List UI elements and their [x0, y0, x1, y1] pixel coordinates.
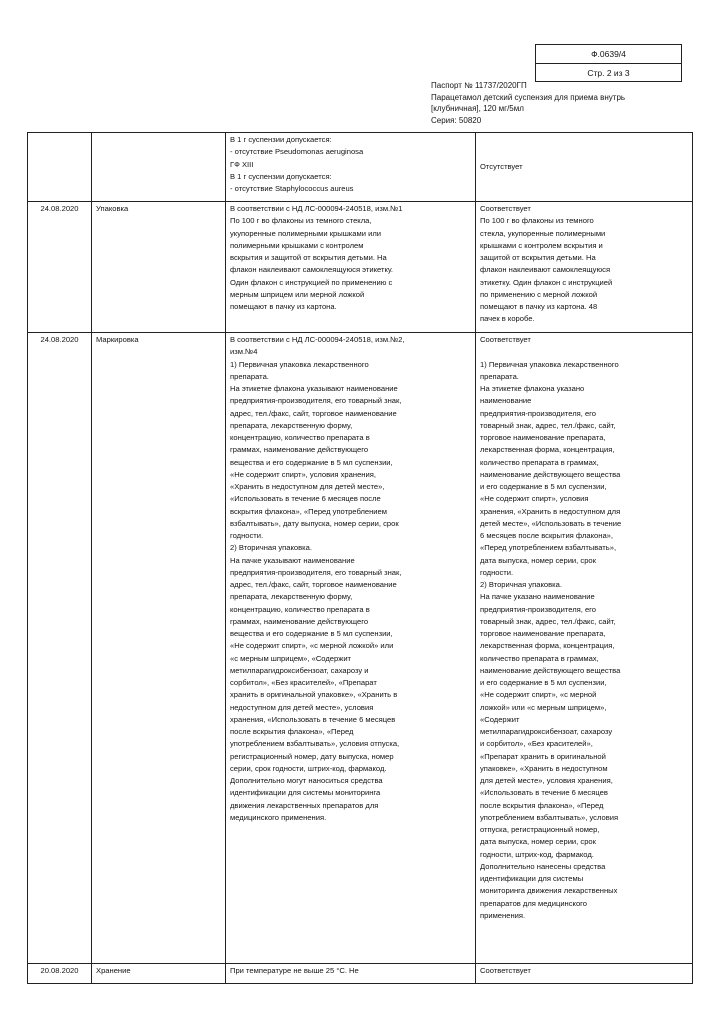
text-line: При температуре не выше 25 °С. Не: [230, 966, 359, 975]
text-line: детей месте», «Использовать в течение: [480, 518, 622, 528]
text-line: регистрационный номер, дату выпуска, номер: [230, 751, 394, 761]
text-line: В 1 г суспензии допускается:: [230, 135, 332, 144]
text-line: мониторинга движения лекарственных: [480, 886, 618, 896]
passport-header: [431, 80, 625, 126]
text-line: хранить в оригинальной упаковке», «Хранить в: [230, 690, 398, 700]
indicator-cell: Маркировка: [92, 333, 226, 964]
text-line: после вскрытия флакона», «Перед: [230, 727, 354, 736]
text-line: после вскрытия флакона», «Перед: [480, 800, 604, 810]
text-line: Дополнительно могут наноситься средства: [230, 776, 383, 785]
text-line: ГФ XIII: [230, 159, 254, 169]
text-line: употреблением взбалтывать», условия: [480, 812, 619, 822]
text-line: По 100 г во флаконы из темного стекла,: [230, 216, 372, 226]
text-line: пачек в коробе.: [480, 314, 535, 324]
text-line: флакон наклеивают самоклеящуюся: [480, 265, 611, 275]
text-line: «с мерным шприцем», «Содержит: [230, 653, 352, 663]
text-line: наименование действующего вещества: [480, 665, 621, 675]
text-line: годности, штрих-код, фармакод.: [480, 849, 594, 859]
text-line: полимерными крышками с контролем: [230, 240, 364, 250]
requirement-cell: [226, 133, 476, 202]
text-line: идентификации для системы мониторинга: [230, 788, 381, 798]
date-cell: [28, 133, 92, 202]
text-line: «Не содержит спирт», «с мерной: [480, 690, 597, 700]
text-line: «Перед употреблением взбалтывать»,: [480, 543, 617, 553]
text-line: 2) Вторичная упаковка.: [480, 580, 562, 589]
text-line: упаковке», «Хранить в недоступном: [480, 763, 608, 773]
text-line: серии, срок годности, штрих-код, фармакод.: [230, 763, 387, 773]
text-line: применения.: [480, 910, 526, 920]
form-number: Ф.0639/4: [591, 49, 626, 59]
text-line: вскрытия флакона», «Перед употреблением: [230, 506, 387, 516]
text-line: количество препарата в граммах,: [480, 653, 599, 663]
text-line: крышками с контролем вскрытия и: [480, 240, 603, 250]
text-line: ложкой» или «с мерным шприцем»,: [480, 702, 607, 712]
text-line: «Не содержит спирт», условия: [480, 494, 589, 504]
text-line: для детей месте», условия хранения,: [480, 776, 613, 785]
date-cell: 24.08.2020: [28, 202, 92, 333]
product-variant: [клубничная], 120 мг/5мл: [431, 104, 524, 113]
text-line: сорбитол», «Без красителей», «Препарат: [230, 678, 377, 687]
text-line: В 1 г суспензии допускается:: [230, 171, 332, 181]
text-line: [480, 346, 688, 358]
text-line: Один флакон с инструкцией по применению с: [230, 277, 393, 287]
text-line: препарата.: [480, 371, 519, 381]
text-line: граммах, наименование действующего: [230, 616, 369, 626]
text-line: употреблением взбалтывать», условия отпуска,: [230, 739, 400, 749]
text-line: изм.№4: [230, 347, 258, 357]
date-cell: 24.08.2020: [28, 333, 92, 964]
text-line: торговое наименование препарата,: [480, 629, 606, 638]
text-line: отпуска, регистрационный номер,: [480, 825, 600, 834]
text-line: по применению с мерной ложкой: [480, 289, 598, 299]
text-line: флакон наклеивают самоклеящуюся этикетку.: [230, 265, 393, 275]
text-line: предприятия-производителя, его: [480, 408, 597, 418]
text-line: препарата, лекарственную форму,: [230, 420, 353, 430]
product-name: Парацетамол детский суспензия для приема внутрь: [431, 92, 626, 102]
text-line: дата выпуска, номер серии, срок: [480, 555, 596, 565]
text-line: мерным шприцем или мерной ложкой: [230, 289, 365, 299]
page-number: Стр. 2 из 3: [536, 63, 681, 82]
result-cell: [476, 133, 693, 202]
text-line: и его содержание в 5 мл суспензии,: [480, 482, 607, 491]
table-row: [28, 202, 693, 333]
table-row: [28, 133, 693, 202]
text-line: адрес, тел./факс, сайт, торговое наименование: [230, 408, 397, 418]
text-line: В соответствии с НД ЛС-000094-240518, изм.№2,: [230, 335, 405, 344]
text-line: «Хранить в недоступном для детей месте»,: [230, 482, 385, 491]
text-line: хранения, «Хранить в недоступном для: [480, 506, 621, 516]
text-line: На пачке указывают наименование: [230, 555, 355, 565]
text-line: вещества и его содержание в 5 мл суспензии,: [230, 457, 393, 467]
text-line: предприятия-производителя, его: [480, 604, 597, 614]
text-line: и его содержание в 5 мл суспензии,: [480, 678, 607, 687]
text-line: «Препарат хранить в оригинальной: [480, 751, 606, 761]
table-row: [28, 964, 693, 984]
text-line: лекарственная форма, концентрация,: [480, 445, 615, 455]
requirement-cell: [226, 202, 476, 333]
text-line: этикетку. Один флакон с инструкцией: [480, 277, 613, 287]
text-line: помещают в пачку из картона.: [230, 302, 337, 311]
result-cell: [476, 333, 693, 964]
passport-number: Паспорт № 11737/2020ГП: [431, 81, 527, 90]
text-line: предприятия-производителя, его товарный знак,: [230, 567, 402, 577]
text-line: взбалтывать», дату выпуска, номер серии, срок: [230, 518, 399, 528]
result-status: Отсутствует: [480, 162, 523, 172]
test-results-table: [27, 132, 693, 984]
text-line: «Содержит: [480, 714, 520, 724]
text-line: На этикетке флакона указывают наименование: [230, 384, 398, 393]
text-line: 6 месяцев после вскрытия флакона»,: [480, 531, 614, 540]
text-line: Дополнительно нанесены средства: [480, 861, 606, 871]
text-line: В соответствии с НД ЛС-000094-240518, изм.№1: [230, 204, 403, 213]
text-line: На этикетке флакона указано: [480, 384, 585, 393]
indicator-cell: Упаковка: [92, 202, 226, 333]
text-line: медицинского применения.: [230, 812, 327, 822]
text-line: 1) Первичная упаковка лекарственного: [230, 359, 369, 369]
text-line: концентрацию, количество препарата в: [230, 604, 370, 614]
text-line: «Не содержит спирт», «с мерной ложкой» или: [230, 641, 394, 651]
text-line: наименование действующего вещества: [480, 469, 621, 479]
text-line: 2) Вторичная упаковка.: [230, 543, 312, 553]
text-line: лекарственная форма, концентрация,: [480, 641, 615, 651]
date-cell: 20.08.2020: [28, 964, 92, 984]
text-line: граммах, наименование действующего: [230, 445, 369, 455]
requirement-cell: [226, 333, 476, 964]
text-line: движения лекарственных препаратов для: [230, 800, 379, 810]
text-line: концентрацию, количество препарата в: [230, 433, 370, 442]
form-number-box: [535, 44, 682, 82]
text-line: вещества и его содержание в 5 мл суспензии,: [230, 629, 393, 638]
result-cell: [476, 202, 693, 333]
text-line: метилпарагидроксибензоат, сахарозу и: [230, 665, 369, 675]
text-line: вскрытия и защитой от вскрытия детьми. На: [230, 253, 387, 262]
text-line: 1) Первичная упаковка лекарственного: [480, 359, 619, 369]
text-line: идентификации для системы: [480, 874, 584, 883]
text-line: - отсутствие Staphylococcus aureus: [230, 184, 354, 193]
text-line: товарный знак, адрес, тел./факс, сайт,: [480, 616, 616, 626]
text-line: адрес, тел./факс, сайт, торговое наименование: [230, 580, 397, 589]
text-line: «Не содержит спирт», условия хранения,: [230, 469, 376, 479]
text-line: торговое наименование препарата,: [480, 433, 606, 442]
result-cell: [476, 964, 693, 984]
text-line: дата выпуска, номер серии, срок: [480, 837, 596, 847]
text-line: - отсутствие Pseudomonas aeruginosa: [230, 147, 364, 157]
text-line: и сорбитол», «Без красителей»,: [480, 739, 593, 749]
text-line: хранения, «Использовать в течение 6 месяцев: [230, 714, 396, 724]
result-status: Соответствует: [480, 335, 531, 344]
text-line: укупоренные полимерными крышками или: [230, 228, 381, 238]
text-line: препарата.: [230, 371, 269, 381]
text-line: На пачке указано наименование: [480, 592, 595, 602]
text-line: «Использовать в течение 6 месяцев: [480, 788, 608, 798]
text-line: годности.: [230, 531, 264, 540]
text-line: препаратов для медицинского: [480, 898, 588, 908]
text-line: количество препарата в граммах,: [480, 457, 599, 467]
text-line: предприятия-производителя, его товарный знак,: [230, 396, 402, 406]
indicator-cell: Хранение: [92, 964, 226, 984]
text-line: препарата, лекарственную форму,: [230, 592, 353, 602]
text-line: «Использовать в течение 6 месяцев после: [230, 494, 381, 504]
text-line: недоступном для детей месте», условия: [230, 702, 374, 712]
text-line: защитой от вскрытия детьми. На: [480, 253, 596, 262]
result-status: Соответствует: [480, 966, 531, 975]
text-line: метилпарагидроксибензоат, сахарозу: [480, 727, 613, 736]
text-line: стекла, укупоренные полимерными: [480, 228, 606, 238]
text-line: помещают в пачку из картона. 48: [480, 302, 598, 311]
batch-series: Серия: 50820: [431, 115, 482, 125]
text-line: товарный знак, адрес, тел./факс, сайт,: [480, 420, 616, 430]
text-line: наименование: [480, 396, 532, 406]
text-line: годности.: [480, 567, 514, 577]
indicator-cell: [92, 133, 226, 202]
result-status: Соответствует: [480, 204, 531, 213]
table-row: [28, 333, 693, 964]
requirement-cell: [226, 964, 476, 984]
text-line: По 100 г во флаконы из темного: [480, 216, 594, 226]
